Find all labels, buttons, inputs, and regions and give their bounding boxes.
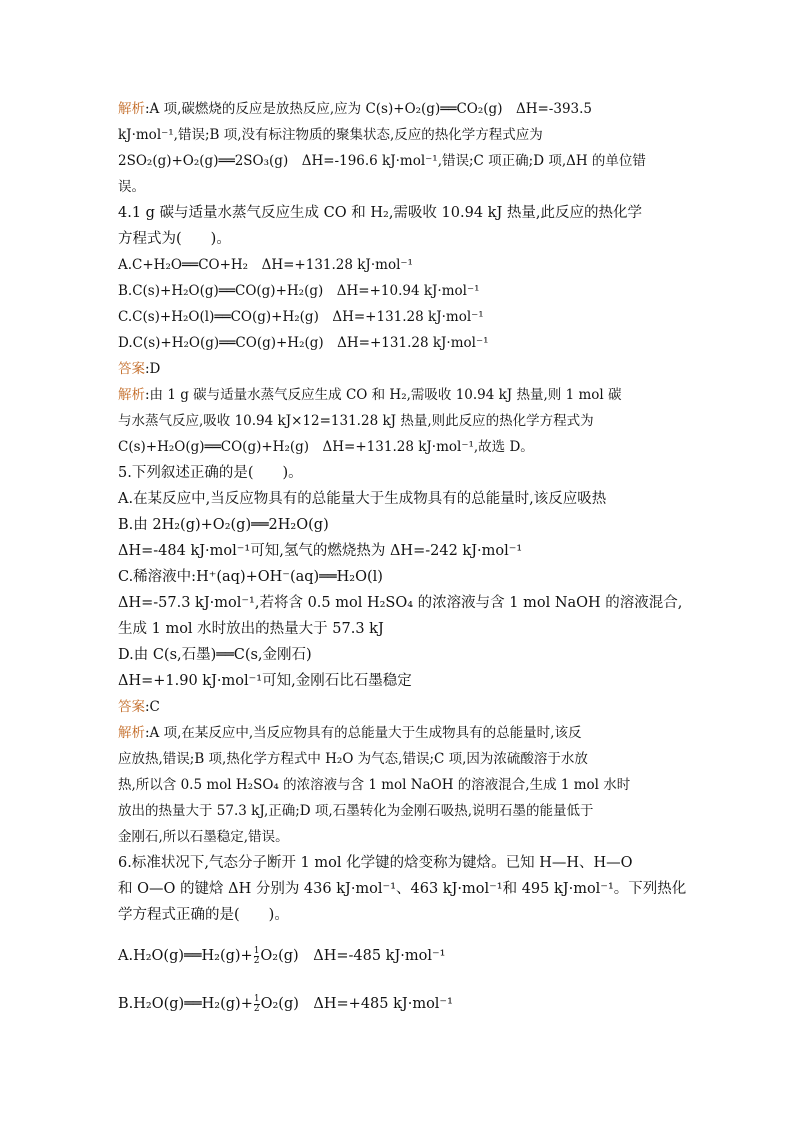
fraction	[254, 947, 260, 966]
line-text: ΔH=+1.90 kJ·mol⁻¹可知,金刚石比石墨稳定	[118, 673, 412, 689]
text-line	[118, 876, 688, 902]
line-text: 5.下列叙述正确的是( )。	[118, 465, 303, 481]
text-line	[118, 486, 688, 512]
text-line	[118, 590, 688, 616]
text-line	[118, 616, 688, 642]
text-line	[118, 174, 688, 200]
line-text: A.在某反应中,当反应物具有的总能量大于生成物具有的总能量时,该反应吸热	[118, 491, 607, 507]
fraction-denominator: 2	[253, 955, 260, 966]
text-line	[118, 330, 688, 356]
fraction	[254, 995, 260, 1014]
text-line	[118, 850, 688, 876]
line-text: 应放热,错误;B 项,热化学方程式中 H₂O 为气态,错误;C 项,因为浓硫酸溶于水放	[118, 751, 588, 767]
text-line	[118, 148, 688, 174]
line-text: :C	[145, 699, 160, 715]
text-line	[118, 200, 688, 226]
answer-label: 答案	[118, 361, 145, 377]
option-line	[118, 984, 688, 1024]
line-text: C(s)+H₂O(g)══CO(g)+H₂(g) ΔH=+131.28 kJ·mol⁻¹,故选 D。	[118, 439, 534, 455]
line-text: 误。	[118, 179, 145, 195]
option-text-after: O₂(g) ΔH=+485 kJ·mol⁻¹	[260, 996, 453, 1012]
text-line	[118, 824, 688, 850]
fraction-numerator: 1	[253, 993, 260, 1004]
line-text: 金刚石,所以石墨稳定,错误。	[118, 829, 289, 845]
text-line	[118, 434, 688, 460]
line-text: :由 1 g 碳与适量水蒸气反应生成 CO 和 H₂,需吸收 10.94 kJ 热量,则 1 mol 碳	[145, 387, 622, 403]
line-text: kJ·mol⁻¹,错误;B 项,没有标注物质的聚集状态,反应的热化学方程式应为	[118, 127, 543, 143]
text-line	[118, 252, 688, 278]
line-text: 放出的热量大于 57.3 kJ,正确;D 项,石墨转化为金刚石吸热,说明石墨的能量低于	[118, 803, 594, 819]
option-text-before: B.H₂O(g)══H₂(g)+	[118, 996, 253, 1012]
line-text: 方程式为( )。	[118, 231, 231, 247]
answer-label: 答案	[118, 699, 145, 715]
line-text: ΔH=-57.3 kJ·mol⁻¹,若将含 0.5 mol H₂SO₄ 的浓溶液与含 1 mol NaOH 的溶液混合,	[118, 595, 683, 611]
question-6-options	[118, 936, 688, 1024]
line-text: 2SO₂(g)+O₂(g)══2SO₃(g) ΔH=-196.6 kJ·mol⁻¹,错误;C 项正确;D 项,ΔH 的单位错	[118, 153, 646, 169]
line-text: D.C(s)+H₂O(g)══CO(g)+H₂(g) ΔH=+131.28 kJ·mol⁻¹	[118, 335, 489, 351]
option-text-before: A.H₂O(g)══H₂(g)+	[118, 948, 253, 964]
text-line	[118, 564, 688, 590]
analysis-label: 解析	[118, 725, 145, 741]
line-text: B.C(s)+H₂O(g)══CO(g)+H₂(g) ΔH=+10.94 kJ·mol⁻¹	[118, 283, 480, 299]
option-text-after: O₂(g) ΔH=-485 kJ·mol⁻¹	[260, 948, 446, 964]
line-text: 6.标准状况下,气态分子断开 1 mol 化学键的焓变称为键焓。已知 H—H、H—O	[118, 855, 633, 871]
fraction-denominator: 2	[253, 1003, 260, 1014]
text-line	[118, 798, 688, 824]
text-line	[118, 772, 688, 798]
line-text: :D	[145, 361, 161, 377]
text-line	[118, 356, 688, 382]
line-text: 学方程式正确的是( )。	[118, 907, 289, 923]
line-text: 4.1 g 碳与适量水蒸气反应生成 CO 和 H₂,需吸收 10.94 kJ 热量,此反应的热化学	[118, 205, 642, 221]
text-line	[118, 668, 688, 694]
analysis-label: 解析	[118, 387, 145, 403]
text-line	[118, 746, 688, 772]
line-text: 热,所以含 0.5 mol H₂SO₄ 的浓溶液与含 1 mol NaOH 的溶液混合,生成 1 mol 水时	[118, 777, 631, 793]
line-text: 生成 1 mol 水时放出的热量大于 57.3 kJ	[118, 621, 384, 637]
text-line	[118, 512, 688, 538]
line-text: B.由 2H₂(g)+O₂(g)══2H₂O(g)	[118, 517, 329, 533]
line-text: ΔH=-484 kJ·mol⁻¹可知,氢气的燃烧热为 ΔH=-242 kJ·mol⁻¹	[118, 543, 523, 559]
text-line	[118, 694, 688, 720]
line-text: 和 O—O 的键焓 ΔH 分别为 436 kJ·mol⁻¹、463 kJ·mol⁻¹和 495 kJ·mol⁻¹。下列热化	[118, 881, 687, 897]
text-line	[118, 304, 688, 330]
text-line	[118, 96, 688, 122]
document-page	[118, 96, 688, 1024]
text-line	[118, 382, 688, 408]
line-text: C.C(s)+H₂O(l)══CO(g)+H₂(g) ΔH=+131.28 kJ·mol⁻¹	[118, 309, 484, 325]
line-text: D.由 C(s,石墨)══C(s,金刚石)	[118, 647, 312, 663]
text-line	[118, 460, 688, 486]
line-text: 与水蒸气反应,吸收 10.94 kJ×12=131.28 kJ 热量,则此反应的热化学方程式为	[118, 413, 594, 429]
fraction-numerator: 1	[253, 945, 260, 956]
document-body	[118, 96, 688, 928]
line-text: C.稀溶液中:H⁺(aq)+OH⁻(aq)══H₂O(l)	[118, 569, 383, 585]
text-line	[118, 122, 688, 148]
line-text: :A 项,在某反应中,当反应物具有的总能量大于生成物具有的总能量时,该反	[145, 725, 582, 741]
text-line	[118, 278, 688, 304]
text-line	[118, 720, 688, 746]
text-line	[118, 642, 688, 668]
option-line	[118, 936, 688, 976]
line-text: A.C+H₂O══CO+H₂ ΔH=+131.28 kJ·mol⁻¹	[118, 257, 413, 273]
line-text: :A 项,碳燃烧的反应是放热反应,应为 C(s)+O₂(g)══CO₂(g) ΔH=-393.5	[145, 101, 593, 117]
text-line	[118, 226, 688, 252]
text-line	[118, 408, 688, 434]
text-line	[118, 902, 688, 928]
text-line	[118, 538, 688, 564]
analysis-label: 解析	[118, 101, 145, 117]
